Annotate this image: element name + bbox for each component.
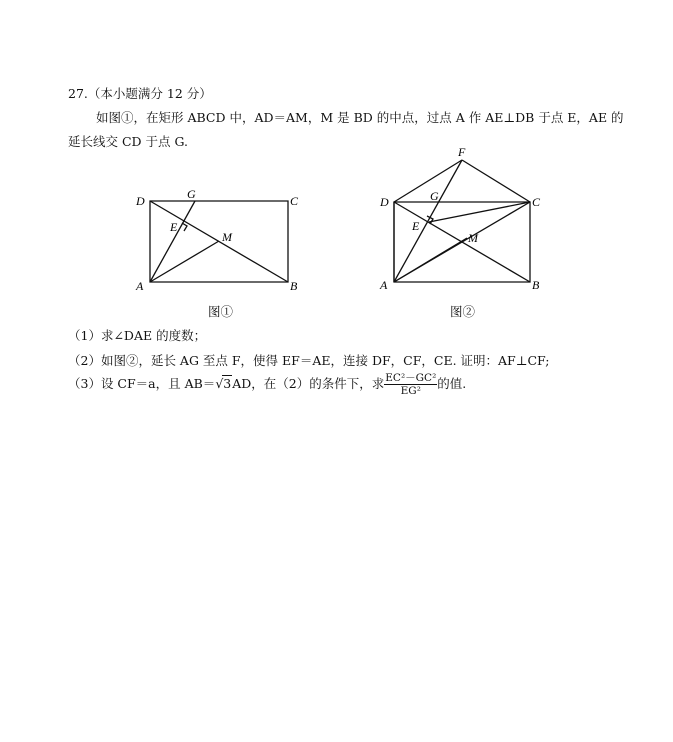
segment-am: [150, 241, 219, 282]
label-g: G: [430, 189, 439, 203]
right-angle-mark: [182, 223, 187, 231]
fraction-numerator: EC²－GC²: [385, 372, 437, 384]
fraction-denominator: EG²: [400, 385, 421, 397]
label-d: D: [136, 194, 145, 208]
sqrt-radicand: 3: [223, 376, 232, 391]
figure-1-diagram: [130, 186, 310, 296]
figure-2-caption: 图②: [450, 304, 476, 319]
label-m: M: [468, 231, 478, 245]
question-1: （1）求∠DAE 的度数；: [68, 328, 207, 343]
figure-2: [372, 146, 552, 296]
label-a: A: [136, 279, 144, 293]
label-g: G: [187, 187, 196, 201]
question-2: （2）如图②，延长 AG 至点 F，使得 EF＝AE，连接 DF，CF，CE. 证明：AF⊥CF;: [68, 353, 550, 368]
q3-suffix: 的值.: [437, 376, 467, 391]
label-b: B: [290, 279, 298, 293]
fraction: [384, 372, 437, 397]
sqrt-expression: √3: [215, 376, 232, 391]
label-c: C: [532, 195, 541, 209]
q3-prefix: （3）设 CF＝a，且 AB＝: [68, 376, 216, 391]
label-b: B: [532, 278, 540, 292]
question-number: 27.: [68, 86, 88, 101]
intro-line-1: 如图①，在矩形 ABCD 中，AD＝AM，M 是 BD 的中点，过点 A 作 AE⊥DB 于点 E，AE 的: [96, 110, 624, 125]
q3-mid: AD，在（2）的条件下，求: [232, 376, 385, 391]
label-f: F: [458, 146, 466, 159]
question-header: [68, 84, 212, 102]
segment-ce: [429, 202, 530, 222]
figure-2-diagram: [372, 146, 552, 296]
label-d: D: [380, 195, 389, 209]
label-c: C: [290, 194, 299, 208]
intro-line-2: 延长线交 CD 于点 G.: [68, 134, 189, 149]
label-m: M: [222, 230, 232, 244]
segment-af: [394, 160, 462, 282]
label-e: E: [170, 220, 178, 234]
segment-df: [394, 160, 462, 202]
figure-1: [130, 186, 310, 296]
figure-1-caption: 图①: [208, 304, 234, 319]
score-note: （本小题满分 12 分）: [87, 86, 212, 101]
segment-ag: [150, 201, 195, 282]
label-e: E: [412, 219, 420, 233]
segment-cf: [462, 160, 530, 202]
question-3: [68, 372, 466, 397]
label-a: A: [380, 278, 388, 292]
